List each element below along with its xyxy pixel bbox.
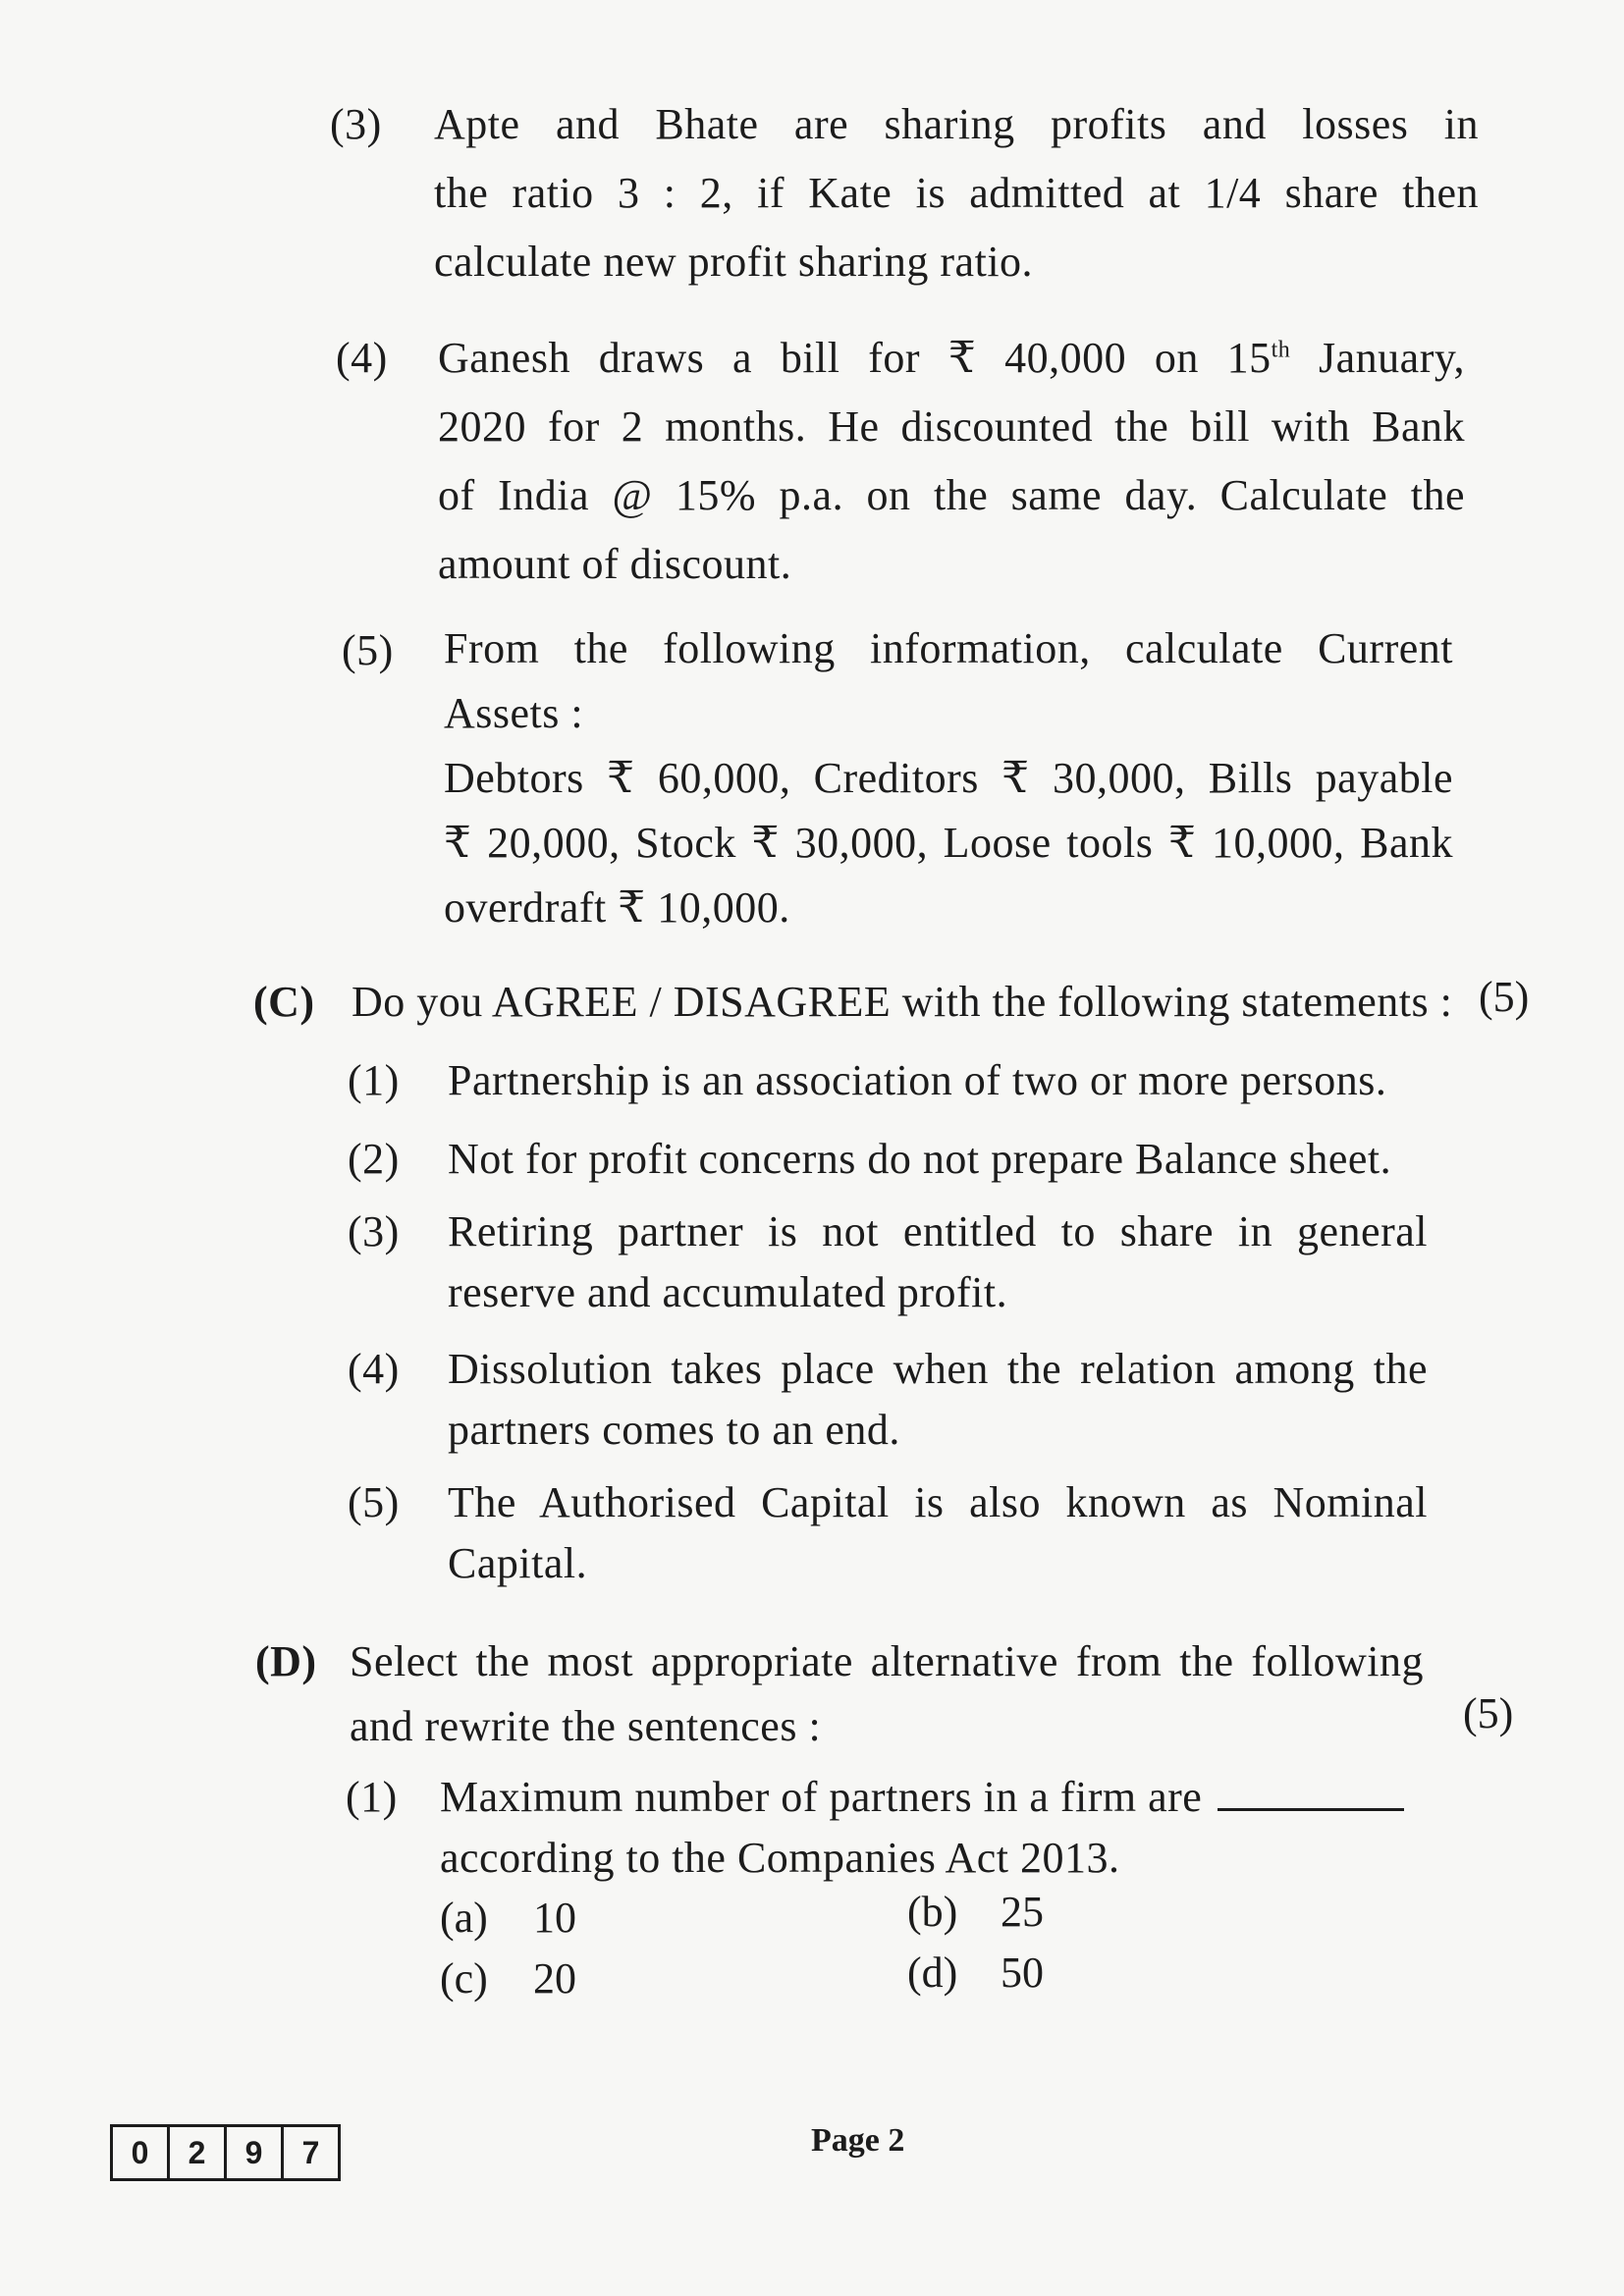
question-b4 (336, 324, 1465, 609)
question-number: (4) (336, 334, 388, 382)
question-line: according to the Companies Act 2013. (440, 1834, 1120, 1882)
statement-c1 (348, 1046, 1428, 1115)
option-label: (a) (440, 1894, 488, 1942)
statement-c2 (348, 1125, 1428, 1194)
mcq-d1 (346, 1767, 1435, 1895)
question-line: Debtors ₹ 60,000, Creditors ₹ 30,000, Bills payable (444, 754, 1453, 802)
question-number: (5) (342, 626, 394, 674)
question-line: From the following information, calculate Current (444, 624, 1453, 672)
code-digit: 0 (113, 2127, 170, 2178)
code-digit: 9 (227, 2127, 284, 2178)
section-label: (D) (255, 1637, 317, 1685)
question-line: the ratio 3 : 2, if Kate is admitted at 1/4 share then (434, 169, 1479, 217)
paper-code-box (110, 2124, 341, 2181)
marks-label: (5) (1463, 1689, 1514, 1737)
option-label: (c) (440, 1954, 488, 2002)
statement-number: (3) (348, 1207, 400, 1255)
statement-c4 (348, 1339, 1428, 1467)
option-c (440, 1949, 576, 2008)
question-line: of India @ 15% p.a. on the same day. Calculate the (438, 471, 1465, 519)
option-value: 50 (1001, 1949, 1044, 1997)
option-b (907, 1883, 1044, 1942)
question-number: (3) (330, 100, 382, 148)
statement-number: (4) (348, 1345, 400, 1393)
code-digit: 7 (301, 2134, 320, 2170)
option-label: (d) (907, 1949, 958, 1997)
section-heading-line: Select the most appropriate alternative from the following (350, 1637, 1424, 1685)
option-value: 25 (1001, 1888, 1044, 1936)
statement-line: Retiring partner is not entitled to share in general (448, 1207, 1428, 1255)
statement-number: (5) (348, 1478, 400, 1526)
question-number: (1) (346, 1773, 398, 1821)
statement-c3 (348, 1201, 1428, 1329)
statement-line: Dissolution takes place when the relation among the (448, 1345, 1428, 1393)
option-d (907, 1944, 1044, 2002)
section-d-heading (255, 1629, 1434, 1767)
statement-line: The Authorised Capital is also known as Nominal (448, 1478, 1428, 1526)
option-value: 20 (533, 1954, 576, 2002)
question-line: overdraft ₹ 10,000. (444, 883, 790, 932)
question-line: Apte and Bhate are sharing profits and losses in (434, 100, 1479, 148)
question-b5 (342, 616, 1453, 950)
statement-c5 (348, 1472, 1428, 1600)
statement-number: (2) (348, 1135, 400, 1183)
statement-line: reserve and accumulated profit. (448, 1268, 1008, 1316)
option-a (440, 1889, 576, 1948)
question-line: ₹ 20,000, Stock ₹ 30,000, Loose tools ₹ 10,000, Bank (444, 819, 1453, 867)
question-line: calculate new profit sharing ratio. (434, 238, 1034, 286)
option-value: 10 (533, 1894, 576, 1942)
code-digit: 2 (170, 2127, 227, 2178)
section-heading: Do you AGREE / DISAGREE with the following statements : (352, 978, 1453, 1026)
section-heading-line: and rewrite the sentences : (350, 1702, 822, 1750)
page-number: Page 2 (811, 2122, 905, 2159)
statement-line: Capital. (448, 1539, 588, 1587)
marks-label: (5) (1479, 973, 1530, 1021)
statement-line: Not for profit concerns do not prepare Balance sheet. (448, 1135, 1392, 1183)
statement-number: (1) (348, 1056, 400, 1104)
question-line: Assets : (444, 689, 584, 737)
question-b3 (330, 90, 1479, 306)
statement-line: partners comes to an end. (448, 1406, 900, 1454)
option-label: (b) (907, 1888, 958, 1936)
answer-blank (1218, 1779, 1404, 1811)
question-line: amount of discount. (438, 540, 792, 588)
question-line: Ganesh draws a bill for ₹ 40,000 on 15th January, (438, 334, 1465, 382)
section-c-heading (253, 968, 1481, 1037)
question-line: Maximum number of partners in a firm are (440, 1767, 1435, 1828)
question-line: 2020 for 2 months. He discounted the bill with Bank (438, 402, 1465, 451)
section-label: (C) (253, 978, 315, 1026)
statement-line: Partnership is an association of two or more persons. (448, 1056, 1387, 1104)
